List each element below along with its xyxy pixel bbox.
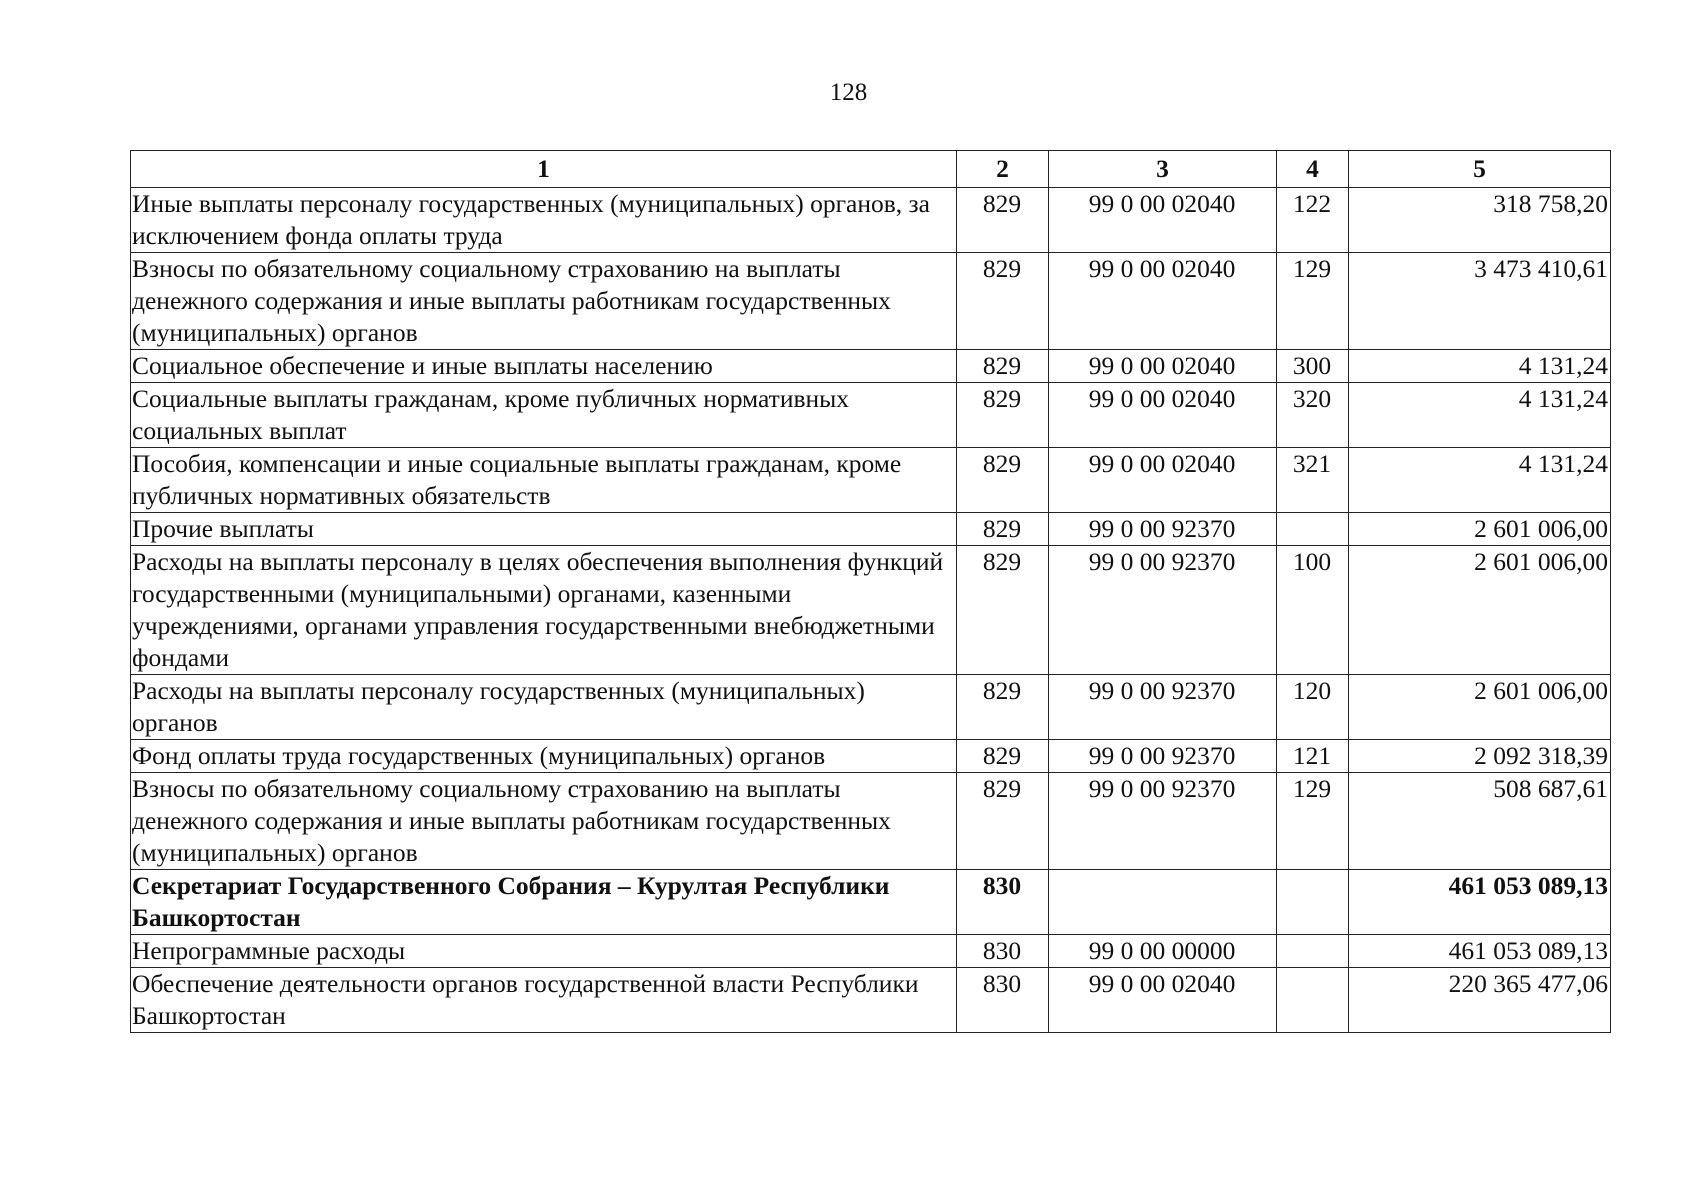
department-code-cell: 829 bbox=[957, 513, 1049, 546]
item-name-cell: Фонд оплаты труда государственных (муниципальных) органов bbox=[131, 740, 957, 773]
expense-type-cell bbox=[1277, 870, 1349, 935]
table-row bbox=[131, 870, 1611, 935]
column-header: 2 bbox=[957, 151, 1049, 188]
table-row bbox=[131, 968, 1611, 1033]
amount-cell: 461 053 089,13 bbox=[1349, 870, 1611, 935]
target-article-cell: 99 0 00 00000 bbox=[1049, 935, 1277, 968]
target-article-cell: 99 0 00 02040 bbox=[1049, 383, 1277, 448]
column-header: 5 bbox=[1349, 151, 1611, 188]
target-article-cell: 99 0 00 92370 bbox=[1049, 546, 1277, 675]
expense-type-cell bbox=[1277, 968, 1349, 1033]
item-name-cell: Непрограммные расходы bbox=[131, 935, 957, 968]
department-code-cell: 829 bbox=[957, 773, 1049, 870]
amount-cell: 2 601 006,00 bbox=[1349, 675, 1611, 740]
expense-type-cell: 300 bbox=[1277, 350, 1349, 383]
amount-cell: 2 601 006,00 bbox=[1349, 513, 1611, 546]
department-code-cell: 830 bbox=[957, 935, 1049, 968]
expense-type-cell: 321 bbox=[1277, 448, 1349, 513]
department-code-cell: 829 bbox=[957, 448, 1049, 513]
target-article-cell: 99 0 00 92370 bbox=[1049, 773, 1277, 870]
column-header: 4 bbox=[1277, 151, 1349, 188]
table-row bbox=[131, 740, 1611, 773]
column-header: 3 bbox=[1049, 151, 1277, 188]
table-header-row bbox=[131, 151, 1611, 188]
item-name-cell: Социальное обеспечение и иные выплаты населению bbox=[131, 350, 957, 383]
target-article-cell: 99 0 00 02040 bbox=[1049, 253, 1277, 350]
target-article-cell: 99 0 00 02040 bbox=[1049, 350, 1277, 383]
expense-type-cell: 320 bbox=[1277, 383, 1349, 448]
expense-type-cell: 121 bbox=[1277, 740, 1349, 773]
table-row bbox=[131, 935, 1611, 968]
expense-type-cell bbox=[1277, 513, 1349, 546]
department-code-cell: 830 bbox=[957, 968, 1049, 1033]
amount-cell: 4 131,24 bbox=[1349, 383, 1611, 448]
item-name-cell: Секретариат Государственного Собрания – Курултая Республики Башкортостан bbox=[131, 870, 957, 935]
department-code-cell: 829 bbox=[957, 188, 1049, 253]
amount-cell: 2 092 318,39 bbox=[1349, 740, 1611, 773]
table-row bbox=[131, 383, 1611, 448]
department-code-cell: 829 bbox=[957, 546, 1049, 675]
page-number: 128 bbox=[829, 79, 868, 106]
department-code-cell: 829 bbox=[957, 740, 1049, 773]
expense-type-cell: 129 bbox=[1277, 773, 1349, 870]
item-name-cell: Взносы по обязательному социальному страхованию на выплаты денежного содержания и иные выплаты работникам государственных (муниципальных) органов bbox=[131, 773, 957, 870]
item-name-cell: Расходы на выплаты персоналу государственных (муниципальных) органов bbox=[131, 675, 957, 740]
item-name-cell: Социальные выплаты гражданам, кроме публичных нормативных социальных выплат bbox=[131, 383, 957, 448]
expense-type-cell: 122 bbox=[1277, 188, 1349, 253]
table-row bbox=[131, 546, 1611, 675]
department-code-cell: 829 bbox=[957, 253, 1049, 350]
target-article-cell bbox=[1049, 870, 1277, 935]
department-code-cell: 829 bbox=[957, 675, 1049, 740]
amount-cell: 4 131,24 bbox=[1349, 448, 1611, 513]
table-row bbox=[131, 773, 1611, 870]
table-row bbox=[131, 350, 1611, 383]
target-article-cell: 99 0 00 92370 bbox=[1049, 740, 1277, 773]
table-body bbox=[131, 188, 1611, 1033]
table-row bbox=[131, 513, 1611, 546]
expense-type-cell: 100 bbox=[1277, 546, 1349, 675]
department-code-cell: 830 bbox=[957, 870, 1049, 935]
table-row bbox=[131, 675, 1611, 740]
item-name-cell: Расходы на выплаты персоналу в целях обеспечения выполнения функций государственными (муниципальными) органами, казенными учреждениями, органами управления государственными внебюджетными фондами bbox=[131, 546, 957, 675]
amount-cell: 508 687,61 bbox=[1349, 773, 1611, 870]
expense-type-cell: 129 bbox=[1277, 253, 1349, 350]
amount-cell: 4 131,24 bbox=[1349, 350, 1611, 383]
expense-type-cell: 120 bbox=[1277, 675, 1349, 740]
item-name-cell: Взносы по обязательному социальному страхованию на выплаты денежного содержания и иные выплаты работникам государственных (муниципальных) органов bbox=[131, 253, 957, 350]
expense-type-cell bbox=[1277, 935, 1349, 968]
table-row bbox=[131, 253, 1611, 350]
amount-cell: 461 053 089,13 bbox=[1349, 935, 1611, 968]
department-code-cell: 829 bbox=[957, 383, 1049, 448]
target-article-cell: 99 0 00 02040 bbox=[1049, 188, 1277, 253]
amount-cell: 318 758,20 bbox=[1349, 188, 1611, 253]
target-article-cell: 99 0 00 92370 bbox=[1049, 513, 1277, 546]
item-name-cell: Иные выплаты персоналу государственных (муниципальных) органов, за исключением фонда оплаты труда bbox=[131, 188, 957, 253]
amount-cell: 220 365 477,06 bbox=[1349, 968, 1611, 1033]
target-article-cell: 99 0 00 02040 bbox=[1049, 448, 1277, 513]
budget-table bbox=[130, 150, 1611, 1033]
column-header: 1 bbox=[131, 151, 957, 188]
item-name-cell: Прочие выплаты bbox=[131, 513, 957, 546]
target-article-cell: 99 0 00 02040 bbox=[1049, 968, 1277, 1033]
item-name-cell: Обеспечение деятельности органов государственной власти Республики Башкортостан bbox=[131, 968, 957, 1033]
amount-cell: 2 601 006,00 bbox=[1349, 546, 1611, 675]
target-article-cell: 99 0 00 92370 bbox=[1049, 675, 1277, 740]
item-name-cell: Пособия, компенсации и иные социальные выплаты гражданам, кроме публичных нормативных обязательств bbox=[131, 448, 957, 513]
department-code-cell: 829 bbox=[957, 350, 1049, 383]
amount-cell: 3 473 410,61 bbox=[1349, 253, 1611, 350]
table-row bbox=[131, 188, 1611, 253]
table-row bbox=[131, 448, 1611, 513]
